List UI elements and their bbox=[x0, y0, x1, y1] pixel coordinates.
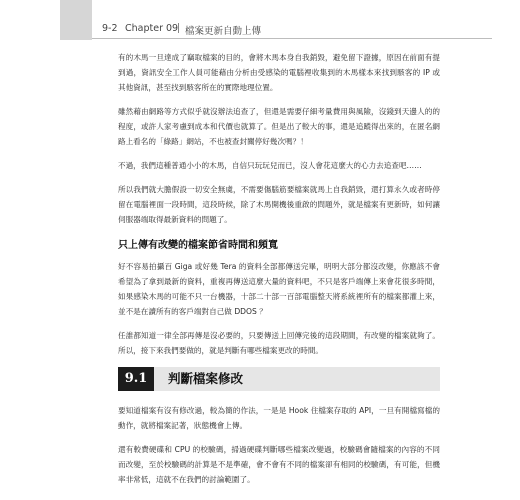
paragraph: 任誰都知道一律全部再傳是沒必要的，只要傳送上回傳完後的這段期間，有改變的檔案就夠了。所以，接下來我們要做的，就是判斷有哪些檔案更改的時間。 bbox=[118, 331, 440, 355]
paragraph: 雖然藉由網路等方式似乎就沒辦法追查了，但還是需要仔細考量費用與風險，沒錢到天邊人的的程度，或許人家考慮到成本和代價也就算了。但是出了較大的事，還是追蹤得出來的，在匿名網路上看名的「綠路」網站，不也被查封關停好幾次嗎？！ bbox=[118, 107, 440, 146]
chapter-label: Chapter 09 bbox=[125, 23, 179, 34]
header-rule bbox=[92, 38, 492, 39]
section-number: 9.1 bbox=[118, 367, 154, 391]
header-separator bbox=[178, 23, 179, 33]
header-tab-decoration bbox=[60, 0, 92, 40]
paragraph: 要知道檔案有沒有修改過，較為簡的作法，一是是 Hook 住檔案存取的 API，一旦有開檔寫檔的動作，就將檔案記著，狀態機會上傳。 bbox=[118, 406, 440, 430]
section-heading bbox=[118, 367, 440, 391]
page-number: 9-2 bbox=[102, 23, 118, 34]
page-header bbox=[0, 0, 520, 40]
paragraph: 不過，我們這種普通小小的木馬，自信只玩玩兒而已，沒人會花這麼大的心力去追查吧…… bbox=[118, 161, 422, 170]
page-body bbox=[118, 50, 440, 496]
paragraph: 有的木馬一旦達成了竊取檔案的目的，會將木馬本身自我銷毀，避免留下證據，原因在前面有提到過，資訊安全工作人員可能藉由分析由受感染的電腦裡收集到的木馬樣本來找到駭客的 IP 或其他資訊，甚至找到駭客所在的實際地理位置。 bbox=[118, 53, 440, 92]
paragraph: 好不容易拍攝百 Giga 或好幾 Tera 的資料全部都傳送完畢，明明大部分都沒改變，你應該不會希望為了拿到最新的資料，重複再傳送這麼大量的資料吧，不只是客戶端傳上來會花很多時間，如果感染木馬的可能不只一台機器，十部二十部一百部電腦整天將系統裡所有的檔案都灌上來，並不是在讀所有的客戶端對自己做 DDOS ？ bbox=[118, 262, 440, 316]
paragraph: 還有較費硬碟和 CPU 的校驗碼，掃過硬碟判斷哪些檔案改變過，校驗碼會隨檔案的內容的不同而改變，至於校驗碼的計算是不是準確，會不會有不同的檔案卻有相同的校驗碼，有可能，但機率非常低，這就不在我們的討論範圍了。 bbox=[118, 445, 440, 484]
subheading: 只上傳有改變的檔案節省時間和頻寬 bbox=[118, 240, 278, 251]
paragraph: 所以我們就大膽假設一切安全無虞，不需要傷腦筋要檔案就馬上自我銷毀，還打算永久或者時停留在電腦裡面一段時間，這段時候，除了木馬開機後重啟的問題外，就是檔案有更新時，如何讓伺服器端取得最新資料的問題了。 bbox=[118, 185, 440, 224]
section-title: 判斷檔案修改 bbox=[168, 371, 244, 386]
chapter-title: 檔案更新自動上傳 bbox=[185, 26, 262, 37]
